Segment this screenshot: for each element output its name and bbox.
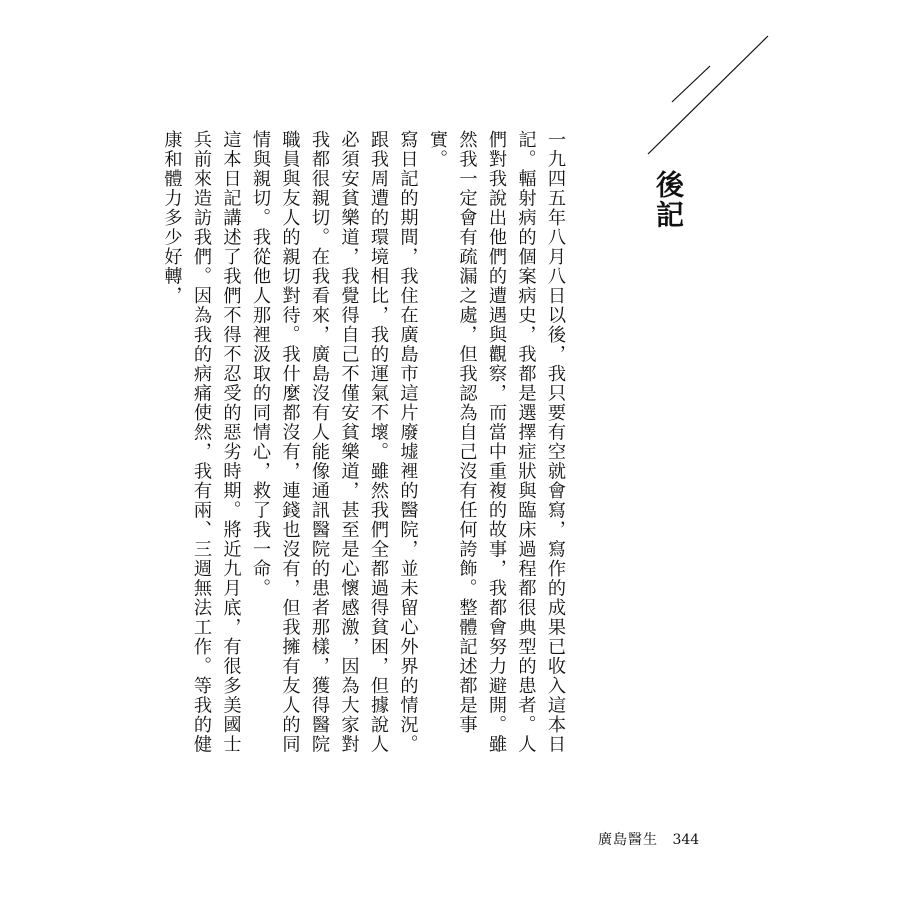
paragraph-2: 寫日記的期間，我住在廣島市這片廢墟裡的醫院，並未留心外界的情況。跟我周遭的環境相比，我的運氣不壞。雖然我們全都過得貧困，但據說人必須安貧樂道，我覺得自己不僅安貧樂道，甚至是心懷感激，因為大家對我都很親切。在我看來，廣島沒有人能像通訊醫院的患者那樣，獲得醫院職員與友人的親切對待。我什麼都沒有，連錢也沒有，但我擁有友人的同情與親切。我從他人那裡汲取的同情心，救了我一命。 xyxy=(250,130,419,754)
decorative-diagonal-lines xyxy=(640,30,780,170)
page-number: 344 xyxy=(672,832,700,848)
diagonal-line-short xyxy=(672,66,710,102)
diagonal-line-long xyxy=(648,36,768,154)
paragraph-1: 一九四五年八月八日以後，我只要有空就會寫，寫作的成果已收入這本日記。輻射病的個案病史，我都是選擇症狀與臨床過程都很典型的患者。人們對我說出他們的遭遇與觀察，而當中重複的故事，我都會努力避開。雖然我一定會有疏漏之處，但我認為自己沒有任何誇飾。整體記述都是事實。 xyxy=(427,130,566,754)
running-book-title: 廣島醫生 xyxy=(598,832,658,848)
chapter-title: 後記 xyxy=(652,170,685,230)
page-footer xyxy=(598,829,699,849)
paragraph-3: 這本日記講述了我們不得不忍受的惡劣時期。將近九月底，有很多美國士兵前來造訪我們。因為我的病痛使然，我有兩、三週無法工作。等我的健康和體力多少好轉， xyxy=(161,130,242,754)
body-text xyxy=(161,130,570,760)
